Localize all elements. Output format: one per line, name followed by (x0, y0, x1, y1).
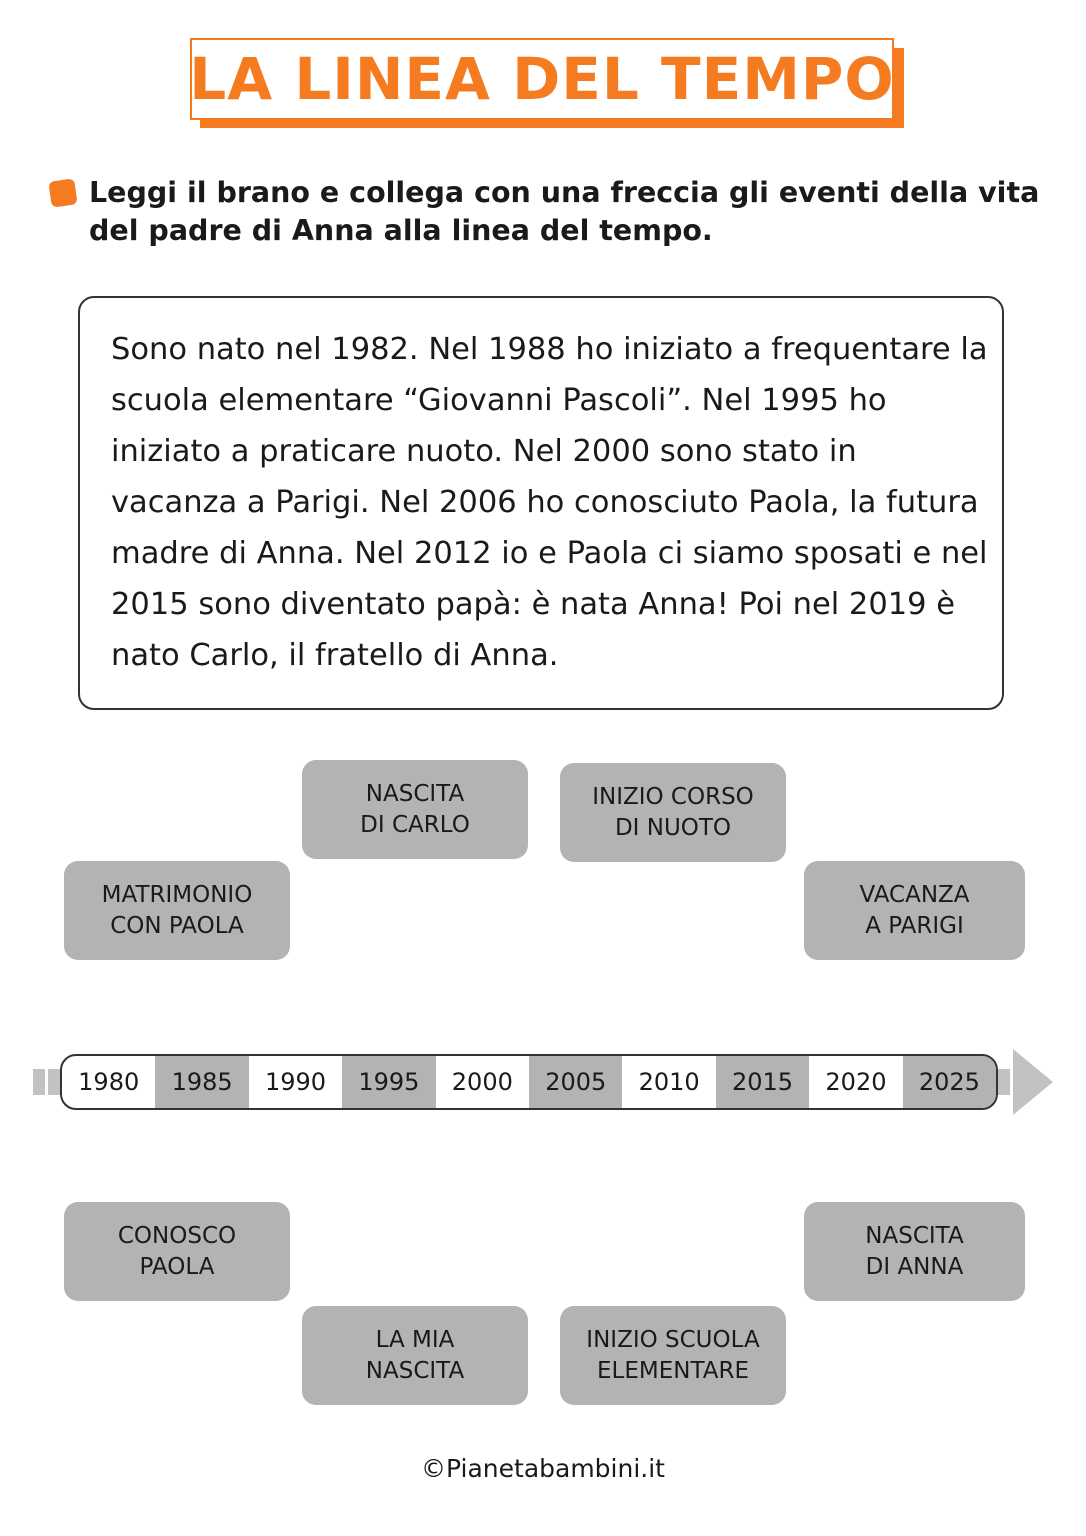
event-card-vacanza-parigi[interactable] (804, 861, 1025, 960)
timeline-year[interactable]: 2015 (716, 1056, 809, 1108)
timeline-year[interactable]: 2010 (638, 1068, 700, 1096)
page-title: LA LINEA DEL TEMPO (189, 45, 895, 113)
event-label: LA MIA NASCITA (365, 1326, 465, 1384)
event-card-conosco-paola[interactable] (64, 1202, 290, 1301)
timeline-year[interactable]: 1985 (155, 1056, 248, 1108)
passage-text: Sono nato nel 1982. Nel 1988 ho iniziato a frequentare la scuola elementare “Giovanni Pascoli”. Nel 1995 ho iniziato a praticare nuoto. Nel 2000 sono stato in vacanza a Parigi. Nel 2006 ho conosciuto Paola, la futura madre di Anna. Nel 2012 io e Paola ci siamo sposati e nel 2015 sono diventato papà: è nata Anna! Poi nel 2019 è nato Carlo, il fratello di Anna. (111, 332, 988, 673)
event-card-inizio-scuola[interactable] (560, 1306, 786, 1405)
title-box (190, 38, 894, 120)
event-card-nascita-anna[interactable] (804, 1202, 1025, 1301)
timeline-year[interactable]: 1980 (78, 1068, 140, 1096)
event-label: MATRIMONIO CON PAOLA (101, 881, 253, 939)
instruction-text: Leggi il brano e collega con una freccia gli eventi della vita del padre di Anna alla linea del tempo. (89, 176, 1040, 247)
event-card-nascita-carlo[interactable] (302, 760, 528, 859)
timeline-year[interactable]: 2005 (529, 1056, 622, 1108)
event-label: INIZIO SCUOLA ELEMENTARE (586, 1326, 760, 1384)
event-label: CONOSCO PAOLA (117, 1222, 237, 1280)
bullet-icon (48, 178, 77, 207)
event-label: VACANZA A PARIGI (859, 881, 970, 939)
timeline-bar (60, 1054, 998, 1110)
timeline-arrow-head-icon (1013, 1049, 1053, 1115)
timeline-year[interactable]: 2020 (825, 1068, 887, 1096)
timeline-year[interactable]: 1990 (264, 1068, 327, 1096)
event-card-inizio-nuoto[interactable] (560, 763, 786, 862)
timeline-year[interactable]: 2000 (451, 1068, 513, 1096)
footer-credit: ©Pianetabambini.it (421, 1454, 665, 1483)
event-card-mia-nascita[interactable] (302, 1306, 528, 1405)
passage-box (78, 296, 1004, 710)
event-card-matrimonio[interactable] (64, 861, 290, 960)
title-banner (190, 38, 894, 120)
timeline-year[interactable]: 2025 (903, 1056, 996, 1108)
timeline-tail-segment (33, 1069, 45, 1095)
timeline-year[interactable]: 1995 (342, 1056, 435, 1108)
event-label: NASCITA DI ANNA (865, 1222, 964, 1280)
event-label: INIZIO CORSO DI NUOTO (592, 783, 754, 841)
event-label: NASCITA DI CARLO (360, 780, 470, 838)
